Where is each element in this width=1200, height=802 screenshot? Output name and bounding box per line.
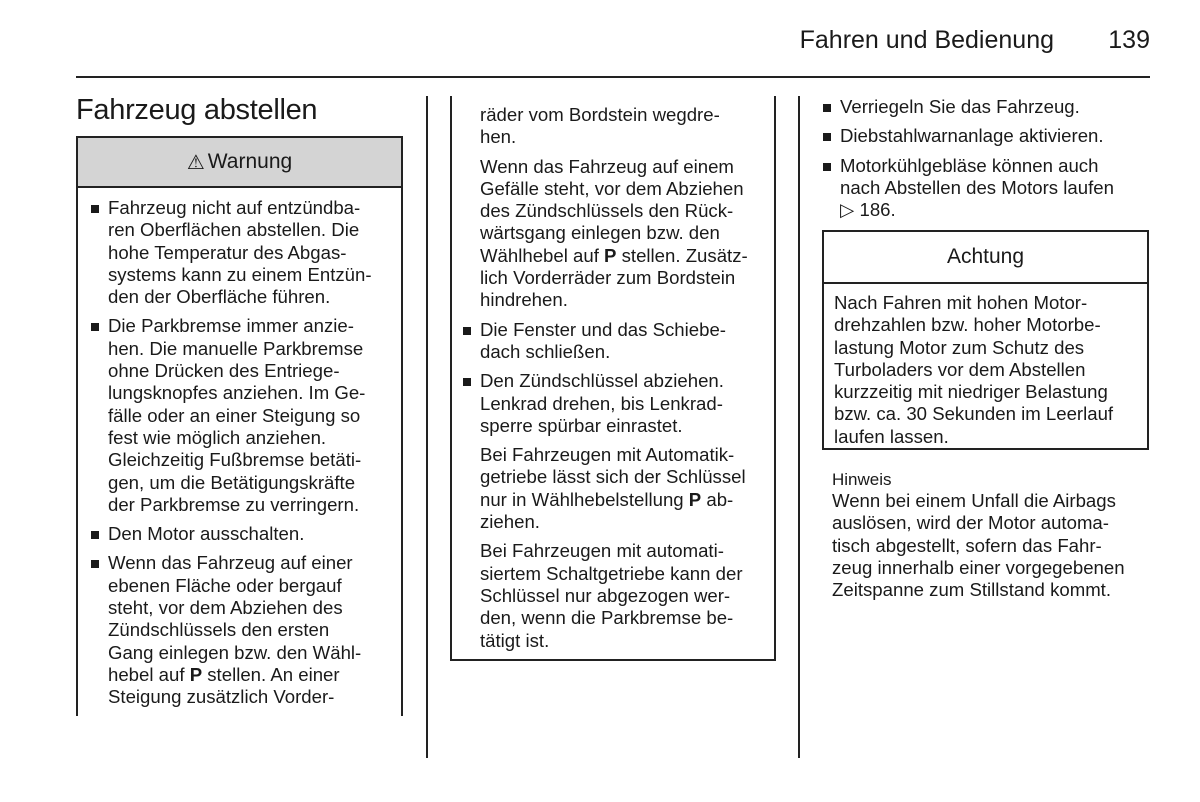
warning-item	[462, 319, 768, 364]
page-reference-icon: ▷	[840, 199, 855, 221]
warning-item	[462, 370, 768, 437]
warning-item	[90, 523, 396, 545]
page-header	[76, 0, 1150, 78]
warning-item-text-a: Wenn das Fahrzeug auf einer ebenen Fläche oder bergauf steht, vor dem Abziehen des Zündschlüssels den ersten Gang einlegen bzw. den Wähl- hebel auf	[108, 552, 362, 685]
section-heading: Fahrzeug abstellen	[76, 94, 318, 126]
warning-item-text: Den Zündschlüssel abziehen. Lenkrad drehen, bis Lenkrad- sperre spürbar einrastet.	[480, 370, 724, 436]
note-text: Wenn bei einem Unfall die Airbags auslösen, wird der Motor automa- tisch abgestellt, sofern das Fahr- zeug innerhalb einer vorgegebenen Zeitspanne zum Stillstand kommt.	[832, 490, 1125, 601]
warning-content	[90, 197, 396, 716]
warning-title: Warnung	[207, 150, 293, 173]
paragraph	[480, 156, 768, 312]
warning-item	[90, 315, 396, 516]
list-item	[822, 125, 1152, 147]
paragraph	[480, 444, 768, 533]
note-block	[832, 470, 1152, 601]
warning-item-text: Den Motor ausschalten.	[108, 523, 305, 545]
warning-title-bar	[78, 138, 401, 188]
warning-item	[90, 197, 396, 308]
gear-position-p: P	[604, 244, 617, 266]
caution-text: Nach Fahren mit hohen Motor- drehzahlen bzw. hoher Motorbe- lastung Motor zum Schutz des Turboladers vor dem Abstellen kurzzeitig mit niedriger Belastung bzw. ca. 30 Sekunden im Leerlauf laufen lassen.	[834, 292, 1114, 447]
paragraph-text-b: stellen. Zusätz- lich Vorderräder zum Bordstein hindrehen.	[480, 244, 748, 311]
right-column-list	[822, 96, 1152, 228]
warning-item-text: Die Fenster und das Schiebe- dach schließen.	[480, 318, 726, 362]
paragraph: Bei Fahrzeugen mit automati- siertem Schaltgetriebe kann der Schlüssel nur abgezogen wer- den, wenn die Parkbremse be- tätigt ist.	[480, 540, 743, 651]
warning-item-text: Fahrzeug nicht auf entzündba- ren Oberflächen abstellen. Die hohe Temperatur des Abgas- systems kann zu einem Entzün- den der Oberfläche führen.	[108, 197, 372, 308]
list-item-text: Verriegeln Sie das Fahrzeug.	[840, 96, 1080, 117]
list-item	[822, 96, 1152, 118]
warning-triangle-icon: ⚠	[186, 151, 205, 174]
gear-position-p: P	[189, 663, 203, 685]
warning-item-text: Die Parkbremse immer anzie- hen. Die manuelle Parkbremse ohne Drücken des Entriege- lungsknopfes anziehen. Im Ge- fälle oder an einer Steigung so fest wie möglich anziehen. Gleichzeitig Fußbremse betäti- gen, um die Betätigungskräfte der Parkbremse zu verringern.	[108, 315, 366, 515]
warning-item	[90, 552, 396, 708]
paragraph-text-a: Bei Fahrzeugen mit Automatik- getriebe lässt sich der Schlüssel nur in Wählhebelstellung	[480, 444, 746, 510]
note-label: Hinweis	[832, 470, 892, 489]
page-number: 139	[1108, 26, 1150, 54]
list-item-text: Motorkühlgebläse können auch nach Abstellen des Motors laufen	[840, 154, 1114, 198]
caution-box	[822, 230, 1149, 450]
section-title: Fahren und Bedienung	[799, 26, 1054, 54]
list-item-text: Diebstahlwarnanlage aktivieren.	[840, 125, 1104, 147]
column-divider	[798, 96, 800, 758]
continued-content	[462, 104, 768, 659]
caution-title: Achtung	[824, 232, 1147, 284]
paragraph-text-a: Wenn das Fahrzeug auf einem Gefälle steht, vor dem Abziehen des Zündschlüssels den Rück- wärtsgang einlegen bzw. den Wählhebel auf	[480, 155, 744, 266]
paragraph-text-b: ab- ziehen.	[480, 488, 734, 533]
page-reference[interactable]: 186.	[854, 199, 896, 221]
gear-position-p: P	[688, 488, 702, 510]
warning-box	[76, 136, 403, 716]
warning-item-text-b: stellen. An einer Steigung zusätzlich Vorder-	[108, 663, 340, 708]
warning-box-continued	[450, 96, 776, 661]
column-divider	[426, 96, 428, 758]
list-item	[822, 155, 1152, 222]
paragraph: räder vom Bordstein wegdre- hen.	[480, 104, 720, 148]
